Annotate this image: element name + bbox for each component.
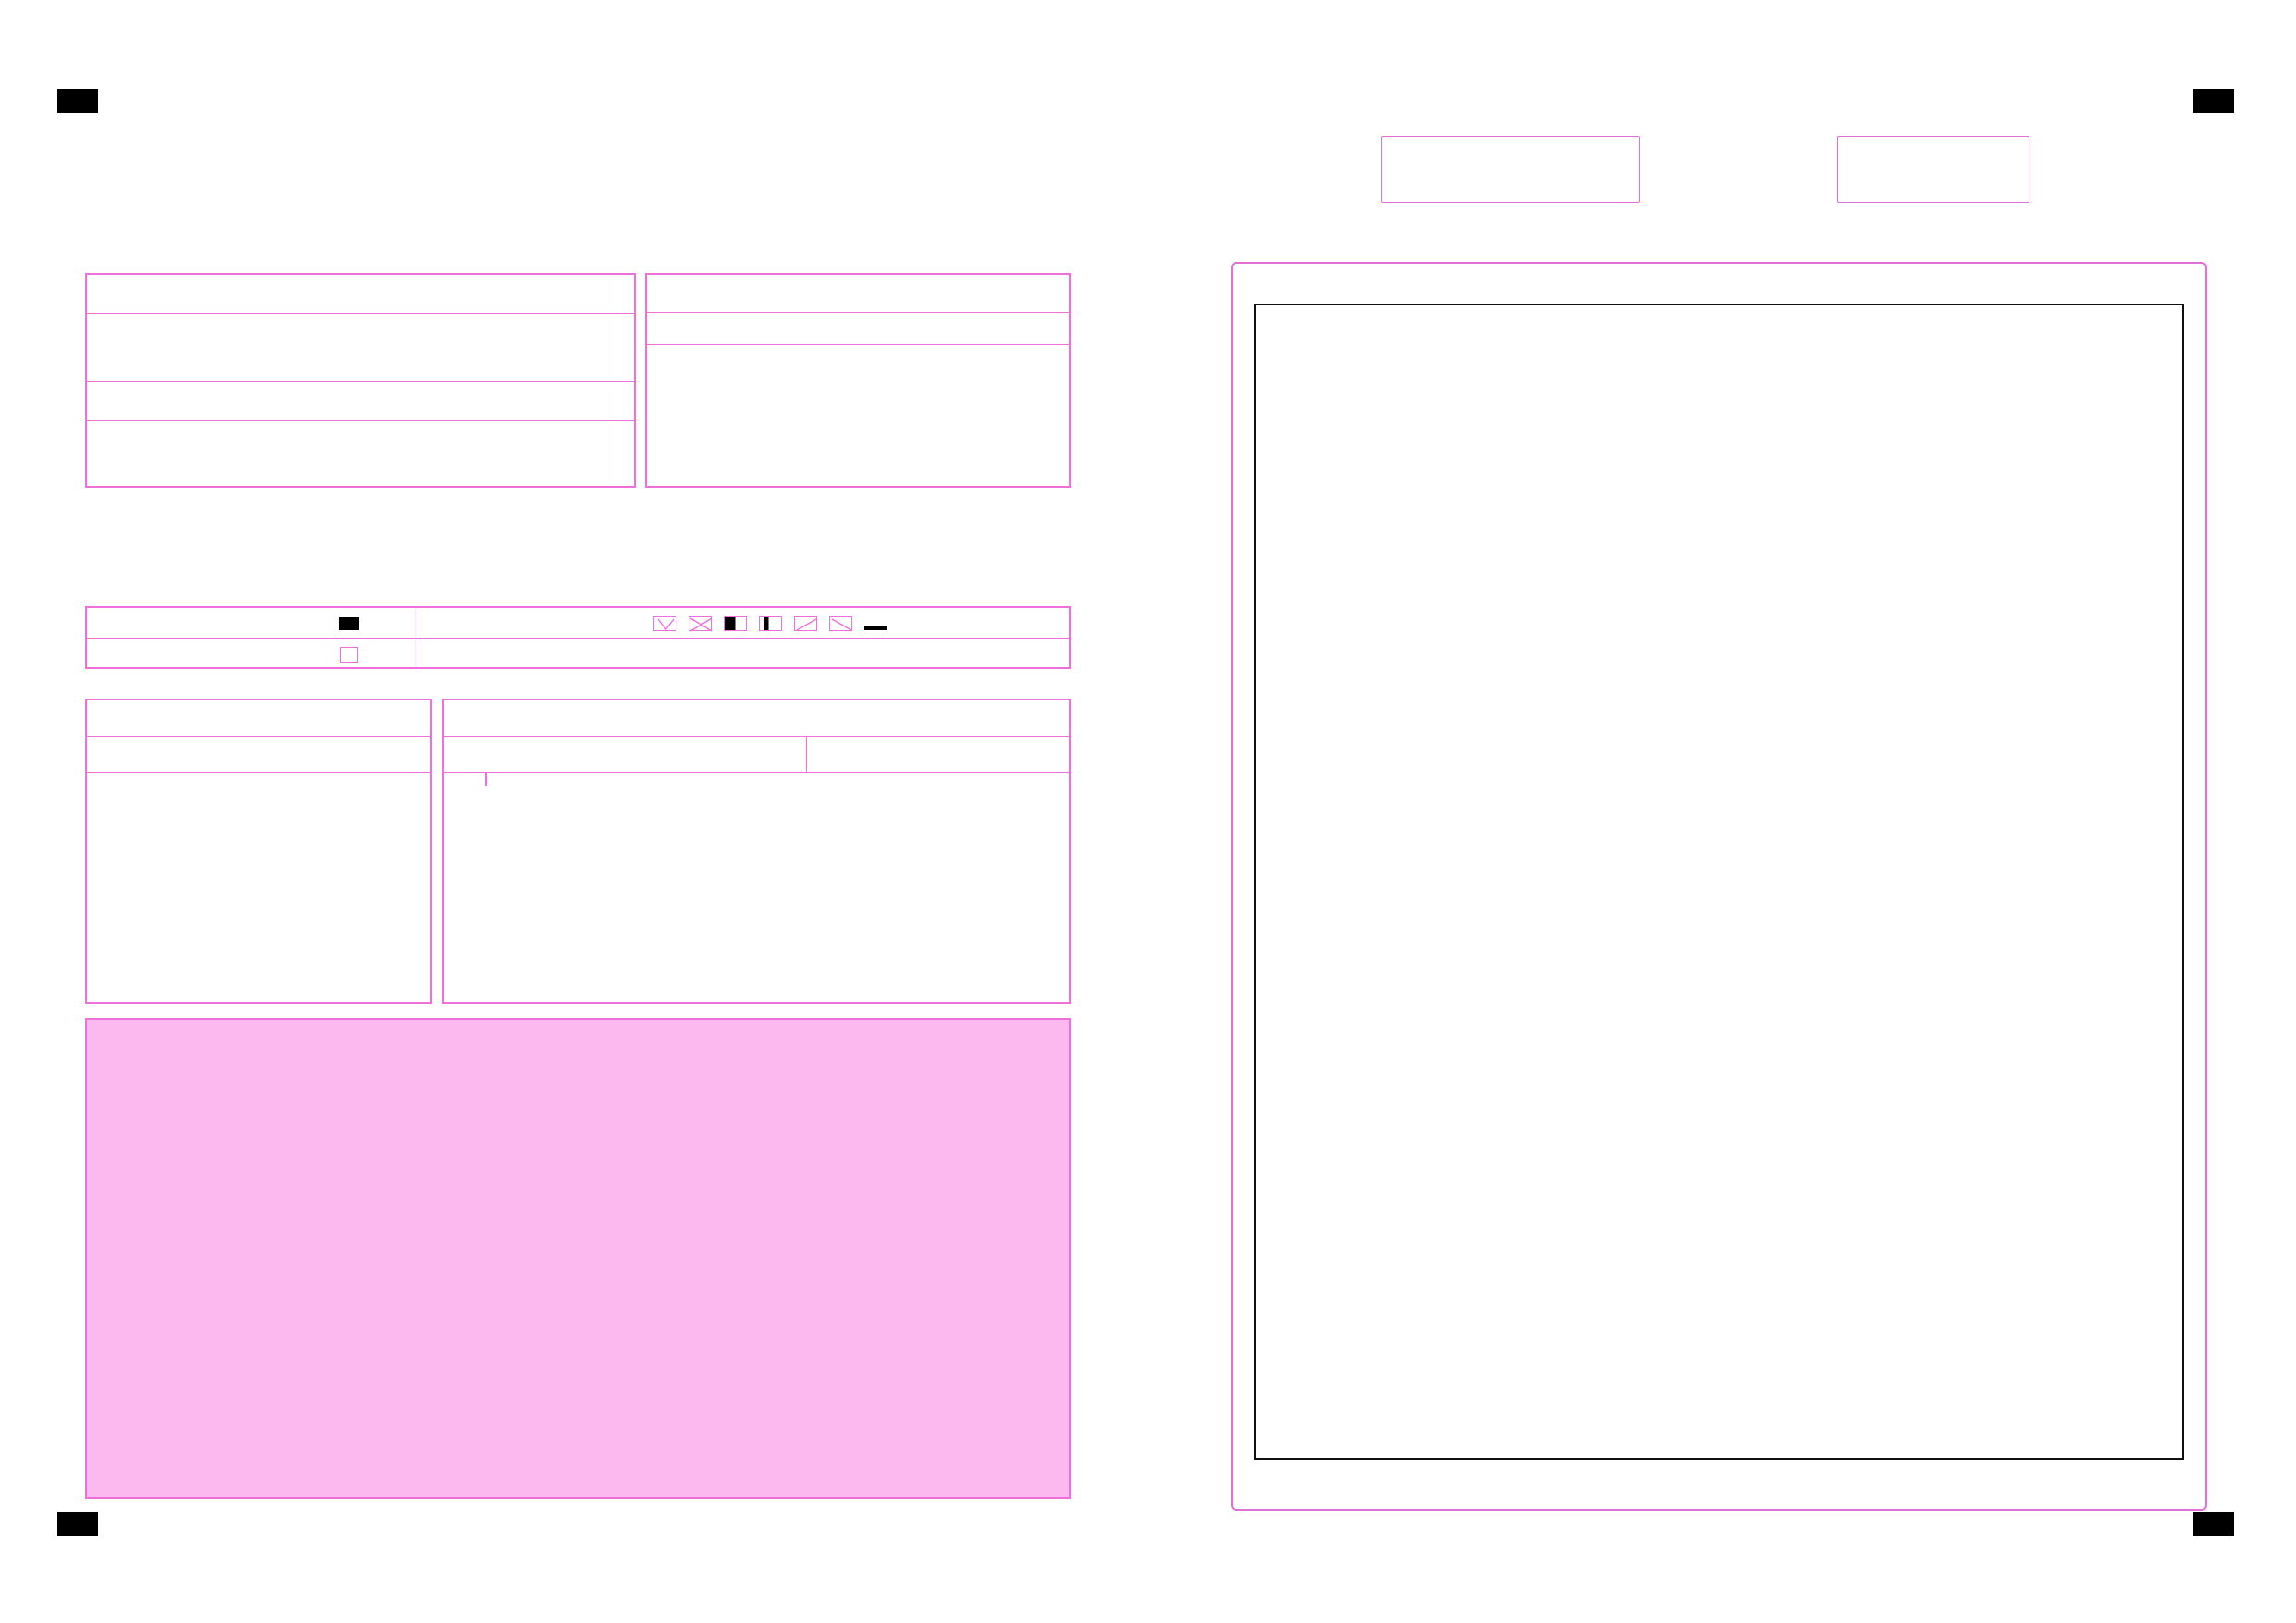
candidate-number-write-cells[interactable] [647,275,1069,313]
wrong-fill-samples [653,616,887,631]
part2-header [444,700,1069,737]
underline-bar-mark-icon [864,616,887,631]
x-mark-icon [689,616,712,631]
part1-section-label [87,737,430,773]
candidate-number-bubble-grid[interactable] [647,345,1069,488]
candidate-number-block [645,273,1071,488]
wrong-fill-cell [416,608,1069,638]
registration-mark-bottom-left [57,1512,98,1536]
fill-example-table [85,606,1071,669]
half-left-filled-icon [724,616,747,631]
exam-barcode-box[interactable] [1837,136,2029,203]
vertical-bar-mark-icon [759,616,782,631]
absent-label [87,639,281,670]
absent-row [87,639,1069,670]
empty-square-icon [340,647,358,663]
registration-mark-bottom-right [2193,1512,2234,1536]
absent-note [416,639,1069,670]
correct-fill-label [87,608,281,638]
part2-sectionB-label [807,737,1069,772]
notice-block [85,493,1071,606]
v-mark-icon [653,616,676,631]
part2-sectionA-label [444,737,807,772]
registration-mark-top-right [2193,89,2234,113]
candidate-info-table [85,273,636,488]
answers-part1-table [85,699,432,1004]
section-divider [485,773,487,786]
unit-input-row[interactable] [87,314,634,382]
slash-mark-icon [794,616,817,631]
candidate-barcode-box[interactable] [1381,136,1640,203]
correct-fill-sample [281,608,416,638]
answers-part2-table [442,699,1071,1004]
unit-label-row [87,275,634,314]
registration-mark-top-left [57,89,98,113]
shaded-no-write-area [85,1018,1071,1499]
backslash-mark-icon [829,616,852,631]
name-input-row[interactable] [87,421,634,489]
part1-header [87,700,430,737]
name-label-row [87,382,634,421]
translation-footer [1254,1468,2184,1499]
absent-checkbox-cell[interactable] [281,639,416,670]
candidate-number-title [647,313,1069,345]
translation-answer-box[interactable] [1254,304,2184,1460]
correct-fill-row [87,608,1069,639]
filled-square-icon [339,617,359,630]
